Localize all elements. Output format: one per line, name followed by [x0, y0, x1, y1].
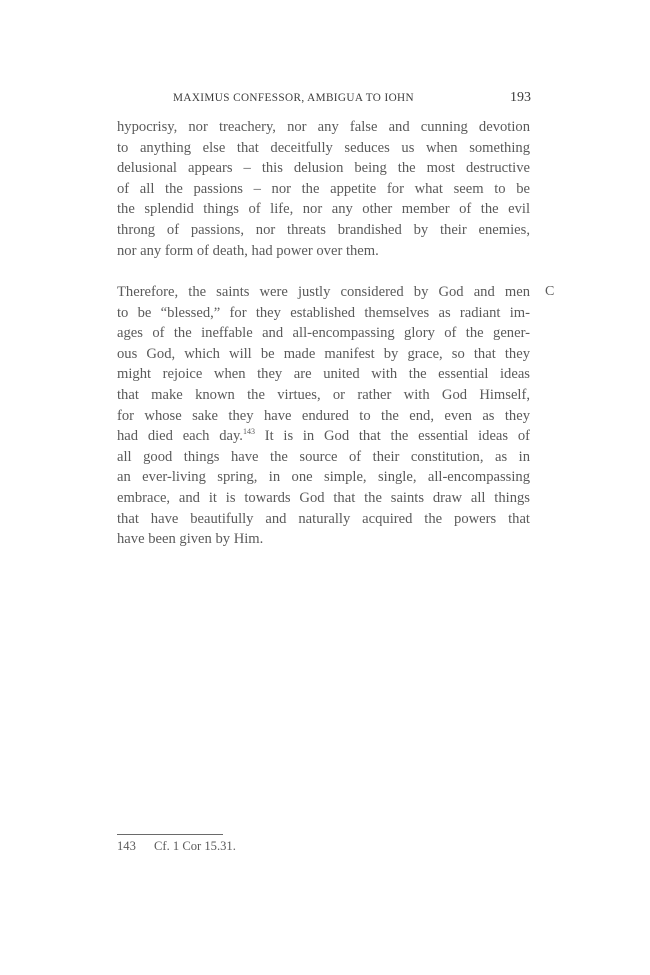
footnote [117, 839, 236, 854]
text-line: to be “blessed,” for they established themselves as radiant im- [117, 304, 530, 321]
text-line: that make known the virtues, or rather with God Himself, [117, 386, 530, 403]
footnote-divider [117, 834, 223, 835]
text-line: nor any form of death, had power over them. [117, 242, 379, 259]
footnote-reference[interactable]: 143 [242, 427, 255, 437]
text-line: delusional appears – this delusion being the most destructive [117, 160, 530, 177]
text-line: throng of passions, nor threats brandished by their enemies, [117, 221, 530, 238]
text-line: have been given by Him. [117, 531, 264, 548]
paragraph-1 [117, 117, 530, 261]
paragraph-2 [117, 282, 530, 550]
text-line: that have beautifully and naturally acquired the powers that [117, 510, 530, 527]
running-header: MAXIMUS CONFESSOR, AMBIGUA TO IOHN [173, 92, 415, 104]
text-line: for whose sake they have endured to the end, even as they [117, 407, 530, 424]
text-line: hypocrisy, nor treachery, nor any false and cunning devotion [117, 119, 530, 135]
text-segment: It is in God that the essential ideas of [254, 428, 530, 445]
text-line: to anything else that deceitfully seduces us when something [117, 139, 530, 156]
text-line: the splendid things of life, nor any other member of the evil [117, 201, 530, 218]
text-line: an ever-living spring, in one simple, single, all-encompassing [117, 469, 530, 486]
text-line: all good things have the source of their constitution, as in [117, 448, 530, 465]
text-line: might rejoice when they are united with the essential ideas [117, 366, 530, 383]
footnote-number: 143 [117, 839, 136, 853]
footnote-text: Cf. 1 Cor 15.31. [154, 839, 236, 853]
text-line: ous God, which will be made manifest by grace, so that they [117, 345, 530, 362]
text-line: Therefore, the saints were justly considered by God and men [117, 284, 530, 300]
text-segment: had died each day. [117, 428, 243, 445]
text-line: embrace, and it is towards God that the saints draw all things [117, 489, 530, 506]
text-line: ages of the ineffable and all-encompassing glory of the gener- [117, 325, 530, 342]
margin-section-marker: C [545, 284, 555, 299]
text-line-with-footnote-ref [117, 426, 530, 447]
text-line: of all the passions – nor the appetite for what seem to be [117, 180, 530, 197]
page-number: 193 [510, 90, 531, 105]
